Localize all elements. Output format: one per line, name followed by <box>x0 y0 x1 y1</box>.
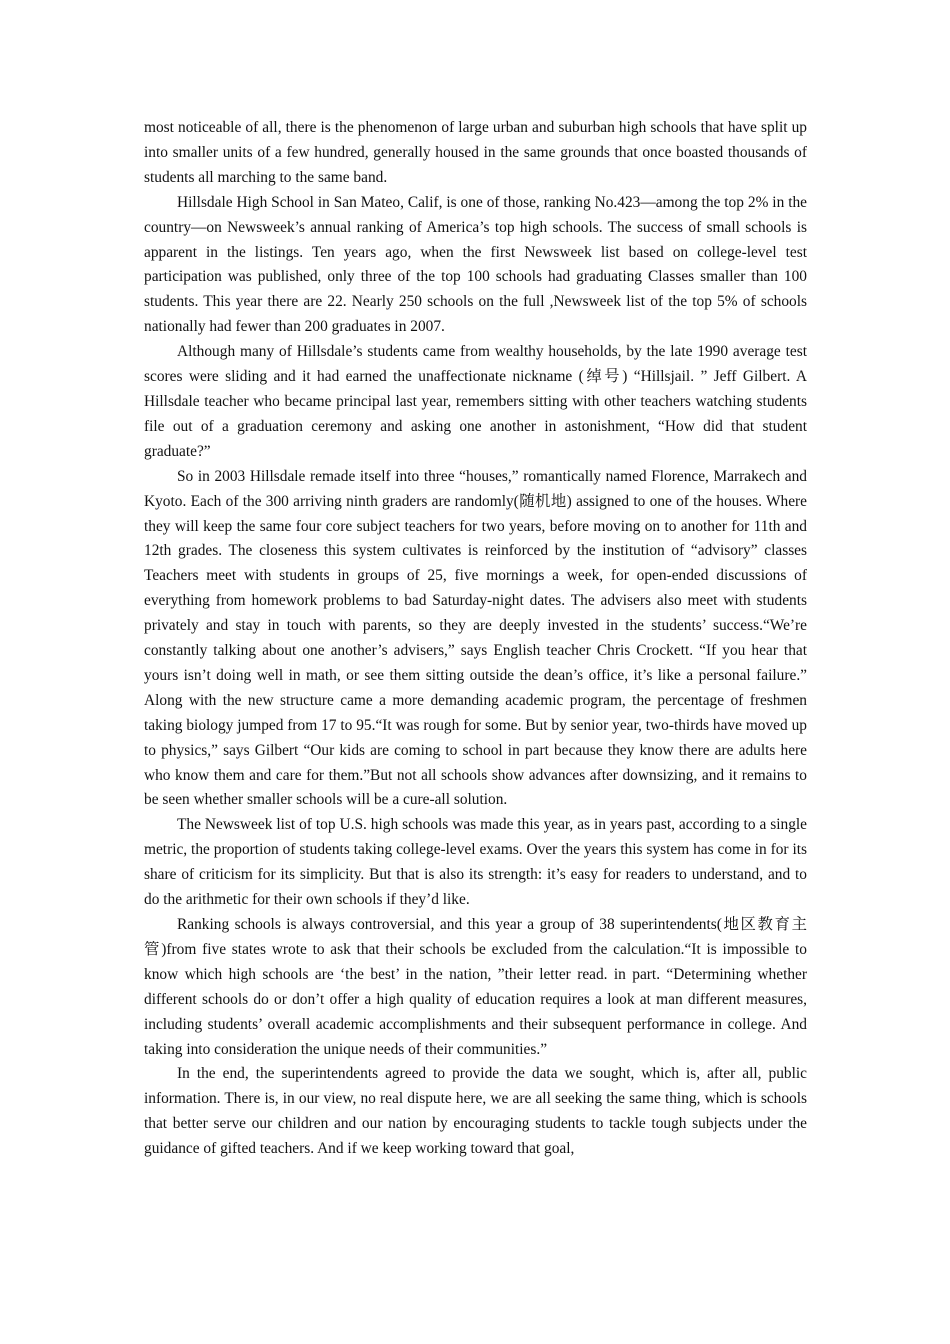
paragraph-conclusion: In the end, the superintendents agreed to provide the data we sought, which is, after all, public information. There is, in our view, no real dispute here, we are all seeking the same thing, which is schools that better serve our children and our nation by encouraging students to tackle tough subjects under the guidance of gifted teachers. And if we keep working toward that goal, <box>144 1065 807 1158</box>
paragraph-superintendents: Ranking schools is always controversial, and this year a group of 38 superintendents(地区教育主管)from five states wrote to ask that their schools be excluded from the calculation.“It is impossible to know which high schools are ‘the best’ in the nation, ”their letter read. in part. “Determining whether different schools do or don’t offer a high quality of education requires a look at man different measures, including students’ overall academic accomplishments and their subsequent performance in college. And taking into consideration the unique needs of their communities.” <box>144 916 807 1058</box>
paragraph-newsweek-metric: The Newsweek list of top U.S. high schools was made this year, as in years past, according to a single metric, the proportion of students taking college-level exams. Over the years this system has come in for its share of criticism for its simplicity. But that is also its strength: it’s easy for readers to understand, and to do the arithmetic for their own schools if they’d like. <box>144 816 807 909</box>
paragraph-hillsdale-ranking: Hillsdale High School in San Mateo, Calif, is one of those, ranking No.423—among the top 2% in the country—on Newsweek’s annual ranking of America’s top high schools. The success of small schools is apparent in the listings. Ten years ago, when the first Newsweek list based on college-level test participation was published, only three of the top 100 schools had graduating Classes smaller than 100 students. This year there are 22. Nearly 250 schools on the full ,Newsweek list of the top 5% of schools nationally had fewer than 200 graduates in 2007. <box>144 193 807 336</box>
paragraph-hillsjail: Although many of Hillsdale’s students came from wealthy households, by the late 1990 average test scores were sliding and it had earned the unaffectionate nickname (绰号) “Hillsjail. ” Jeff Gilbert. A Hillsdale teacher who became principal last year, remembers sitting with other teachers watching students file out of a graduation ceremony and asking one another in astonishment, “How did that student graduate?” <box>144 343 807 460</box>
document-page <box>144 116 807 1162</box>
paragraph-continuation: most noticeable of all, there is the phenomenon of large urban and suburban high schools that have split up into smaller units of a few hundred, generally housed in the same grounds that once boasted thousands of students all marching to the same band. <box>144 119 807 186</box>
paragraph-three-houses: So in 2003 Hillsdale remade itself into three “houses,” romantically named Florence, Marrakech and Kyoto. Each of the 300 arriving ninth graders are randomly(随机地) assigned to one of the houses. Where they will keep the same four core subject teachers for two years, before moving on to another for 11th and 12th grades. The closeness this system cultivates is reinforced by the institution of “advisory” classes Teachers meet with students in groups of 25, five mornings a week, for open-ended discussions of everything from homework problems to bad Saturday-night dates. The advisers also meet with students privately and stay in touch with parents, so they are deeply invested in the students’ success.“We’re constantly talking about one another’s advisers,” says English teacher Chris Crockett. “If you hear that yours isn’t doing well in math, or see them sitting outside the dean’s office, it’s like a personal failure.” Along with the new structure came a more demanding academic program, the percentage of freshmen taking biology jumped from 17 to 95.“It was rough for some. But by senior year, two-thirds have moved up to physics,” says Gilbert “Our kids are coming to school in part because they know there are adults here who know them and care for them.”But not all schools show advances after downsizing, and it remains to be seen whether smaller schools will be a cure-all solution. <box>144 467 807 809</box>
